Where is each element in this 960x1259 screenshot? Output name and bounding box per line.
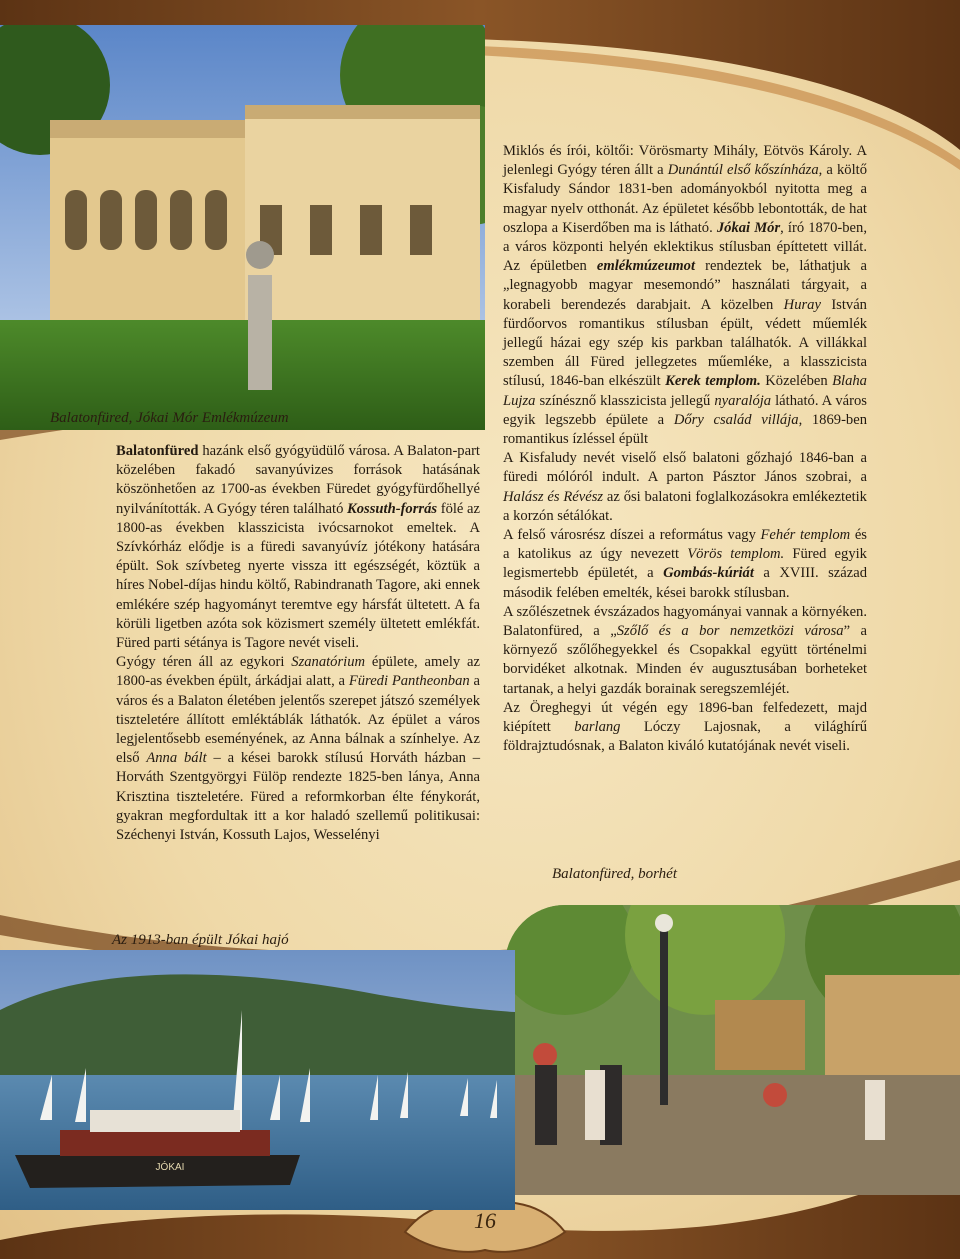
page-number: 16 [474,1208,496,1233]
text-run: A felső városrész díszei a református vagy [503,527,761,544]
text-run: Jókai Mór [716,219,781,236]
text-run: Kossuth-forrás [347,500,438,517]
text-run: Vörös templom. [687,546,785,563]
text-run: A Kisfaludy nevét viselő első balatoni gőzhajó 1846-ban a füredi mólóról indult. A parton Pásztor János szobrai, a [503,450,867,486]
text-run: Az Öreghegyi út végén egy 1896-ban felfedezett, majd kiépített [503,699,867,736]
right-text-column [503,142,867,757]
text-run: fölé az 1800-as években klasszicista ivócsarnokot emeltek. A Szívkórház elődje is a füredi savanyúvíz jótékony hatására épült. Sok szívbeteg nyerte vissza itt egészségét, köztük a híres Nobel-díjas hindu költő, Rabindranath Tagore, aki ennek emlékére szép hagyományt teremtve egy hársfát ültetett. A fa körüli ligetben azóta sok közismert személy ültetett emlékfát. Füred parti sétánya is Tagore nevét viseli. [116,500,481,652]
text-run: Füred egyik legismertebb épületét, a [503,546,867,582]
text-run: Füredi Pantheonban [348,673,470,690]
text-run: barlang [574,719,621,736]
text-run: Anna bált [146,750,207,767]
text-run: Gyógy téren áll az egykori [116,654,292,671]
paragraph [503,603,867,699]
text-run: Dunántúl első kőszínháza [667,162,819,179]
text-run: , 1869-ben romantikus ízléssel épült [503,411,868,448]
text-run: és a katolikus az úgy nevezett [503,527,867,563]
paragraph [503,526,867,603]
ship-photo [0,950,515,1210]
text-run: – a kései barokk stílusú Horváth házban – Horváth Szentgyörgyi Fülöp rendezte 1825-ben lánya, Anna Krisztina tiszteletére. Füred a reformkorban élte fénykorát, gyakran megfordultak itt a kor haladó szellemű politikusai: Széchenyi István, Kossuth Lajos, Wesselényi [116,750,480,844]
paragraph [503,699,867,757]
text-run: a XVIII. század második felében emelték, kései barokk stílusban. [503,565,867,601]
text-run: , a költő Kisfaludy Sándor 1831-ben adományokból nyitotta meg a magyar nyelv otthonát. Az épületet később lebontották, de hat oszlopa a Kiserdőben ma is látható. [503,162,867,236]
ship-name-label: JÓKAI [155,1162,185,1173]
text-run: Gombás-kúriát [663,565,754,582]
text-run: Fehér templom [760,527,851,544]
text-run: emlékmúzeumot [596,258,696,275]
text-run: Blaha Lujza [503,373,867,409]
left-text-column [116,442,480,845]
museum-photo [0,25,485,430]
text-run: , író 1870-ben, a város központi helyén eklektikus stílusban építtetett villát. Az épületben [503,219,867,275]
text-run: Halász és Révész [503,488,604,505]
text-run: színésznő klasszicista jellegű [535,392,715,409]
text-run: hazánk első gyógyüdülő városa. A Balaton-part közelében fakadó savanyúvizes források hatásának köszönhetően az 1700-as években Füredet gyógyfürdőhellyé nyilvánították. A Gyógy téren található [116,443,480,517]
text-run: Dőry család villája [673,411,799,428]
paragraph [116,653,480,845]
text-run: Lóczy Lajosnak, a világhírű földrajztudósnak, a Balaton kiváló kutatójának nevét viseli. [503,719,867,755]
paragraph [503,449,867,526]
text-run: István fürdőorvos romantikus stílusban épült, védett műemlék jellegű házai egy szép kis parkban találhatók. A villákkal szemben áll Füred jellegzetes műemléke, a klasszicista stílusú, 1846-ban elkészült [503,296,867,390]
text-run: Szanatórium [291,654,366,671]
ship-caption: Az 1913-ban épült Jókai hajó [112,932,289,948]
text-run: Balatonfüred [116,443,199,459]
wine-caption: Balatonfüred, borhét [552,866,677,882]
text-run: Kerek templom. [665,373,761,390]
text-run: nyaralója [714,392,772,409]
text-run: Huray [783,296,821,313]
museum-caption: Balatonfüred, Jókai Mór Emlékmúzeum [50,410,289,426]
text-run: Szőlő és a bor nemzetközi városa [616,623,844,640]
wine-festival-photo [505,905,960,1195]
text-run: látható. A város egyik legszebb épülete a [503,392,867,428]
text-run: az ősi balatoni foglalkozásokra emlékeztetik a korzón sétálókat. [503,488,867,524]
text-run: a város és a Balaton életében jelentős szerepet játszó személyek tiszteletére állított emléktáblák láthatók. Az épület a város legjelentősebb eseményének, az Anna bálnak a színhelye. Az első [116,673,480,767]
text-run: Közelében [760,373,833,390]
text-run: ” a környező szőlőhegyekkel és Csopakkal együtt történelmi borvidéket alkotnak. Minden év augusztusában borheteket tartanak, a helyi gazdák borainak seregszemléjét. [503,623,868,697]
paragraph [503,142,867,449]
text-run: Miklós és írói, költői: Vörösmarty Mihály, Eötvös Károly. A jelenlegi Gyógy téren állt a [503,143,867,179]
text-run: épülete, amely az 1800-as években épült, árkádjai alatt, a [116,654,481,690]
text-run: A szőlészetnek évszázados hagyományai vannak a környéken. Balatonfüred, a „ [503,603,867,640]
text-run: rendeztek be, láthatjuk a „legnagyobb magyar mesemondó” használati tárgyait, a korabeli berendezés darabjait. A közelben [503,258,867,313]
paragraph [116,442,480,653]
